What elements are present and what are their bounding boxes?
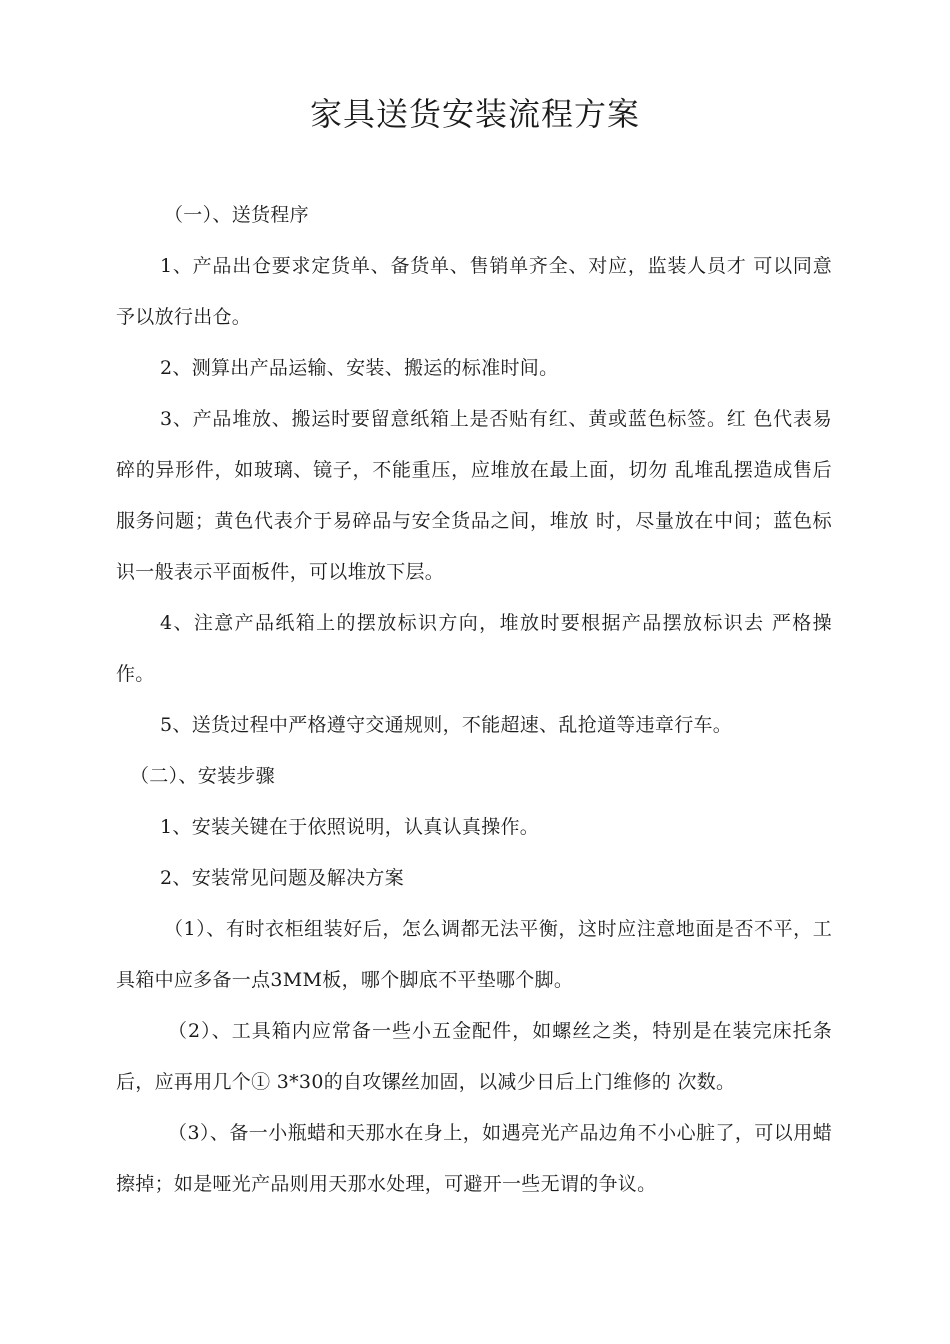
paragraph-problem-3: （3）、备一小瓶蜡和天那水在身上，如遇亮光产品边角不小心脏了，可以用蜡擦掉；如是哑光产品则用天那水处理，可避开一些无谓的争议。 [116,1122,832,1195]
paragraph-delivery-5: 5、送货过程中严格遵守交通规则，不能超速、乱抢道等违章行车。 [160,714,733,736]
paragraph-problem-1: （1）、有时衣柜组装好后，怎么调都无法平衡，这时应注意地面是否不平，工具箱中应多备一点3MM板，哪个脚底不平垫哪个脚。 [116,918,832,991]
section-heading-delivery: （一）、送货程序 [164,204,309,226]
paragraph-delivery-4: 4、注意产品纸箱上的摆放标识方向，堆放时要根据产品摆放标识去 严格操作。 [116,612,832,685]
paragraph-problem-2: （2）、工具箱内应常备一些小五金配件，如螺丝之类，特别是在装完床托条后，应再用几个① 3*30的自攻镙丝加固，以减少日后上门维修的 次数。 [116,1020,832,1093]
paragraph-delivery-3: 3、产品堆放、搬运时要留意纸箱上是否贴有红、黄或蓝色标签。红 色代表易碎的异形件，如玻璃、镜子，不能重压，应堆放在最上面，切勿 乱堆乱摆造成售后服务问题；黄色代表介于易碎品与安全货品之间，堆放 时，尽量放在中间；蓝色标识一般表示平面板件，可以堆放下层。 [116,408,832,583]
document-body [116,190,832,1210]
paragraph-delivery-2: 2、测算出产品运输、安装、搬运的标准时间。 [160,357,559,379]
paragraph-installation-2: 2、安装常见问题及解决方案 [160,867,404,889]
document-title: 家具送货安装流程方案 [309,95,640,133]
paragraph-delivery-1: 1、产品出仓要求定货单、备货单、售销单齐全、对应，监装人员才 可以同意予以放行出仓。 [116,255,832,328]
section-heading-installation: （二）、安装步骤 [130,765,275,787]
paragraph-installation-1: 1、安装关键在于依照说明，认真认真操作。 [160,816,540,838]
